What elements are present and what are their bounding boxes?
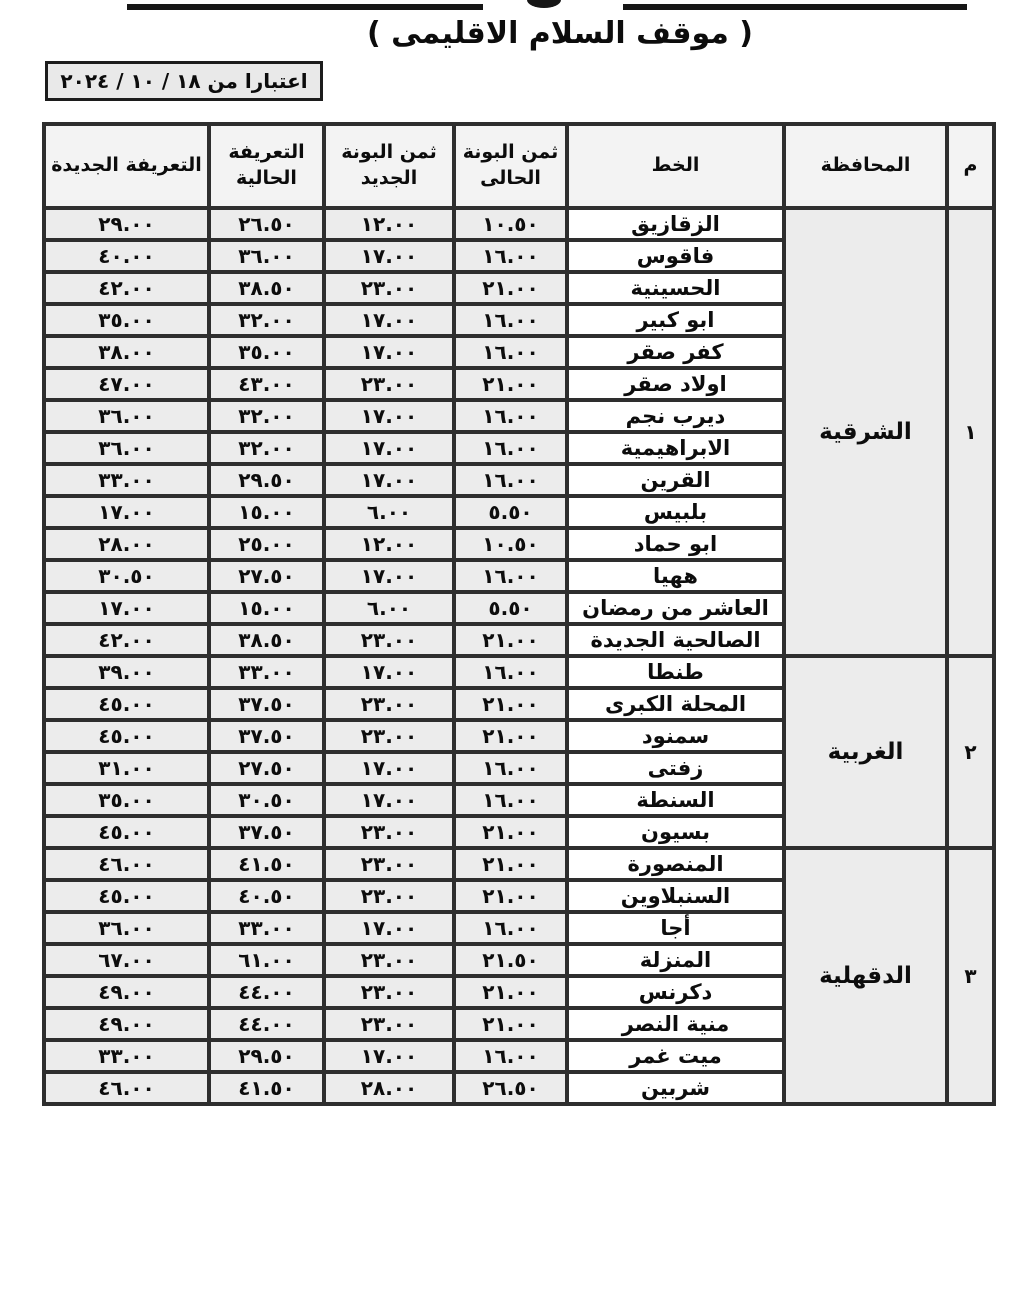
tariff-current-cell: ٣٣.٠٠	[209, 912, 324, 944]
coupon-new-cell: ١٧.٠٠	[324, 336, 454, 368]
tariff-current-cell: ٤٤.٠٠	[209, 1008, 324, 1040]
tariff-current-cell: ٣٧.٥٠	[209, 720, 324, 752]
serial-cell: ١	[947, 208, 994, 656]
line-cell: أجا	[567, 912, 784, 944]
line-cell: المنصورة	[567, 848, 784, 880]
tariff-current-cell: ٢٧.٥٠	[209, 560, 324, 592]
tariff-table-body	[44, 208, 994, 1104]
coupon-current-cell: ٢١.٠٠	[454, 368, 567, 400]
tariff-new-cell: ١٧.٠٠	[44, 592, 209, 624]
coupon-current-cell: ١٦.٠٠	[454, 1040, 567, 1072]
tariff-current-cell: ٤١.٥٠	[209, 1072, 324, 1104]
line-cell: العاشر من رمضان	[567, 592, 784, 624]
tariff-new-cell: ٣٨.٠٠	[44, 336, 209, 368]
tariff-new-cell: ٣٣.٠٠	[44, 1040, 209, 1072]
coupon-new-cell: ١٧.٠٠	[324, 656, 454, 688]
tariff-current-cell: ٢٩.٥٠	[209, 1040, 324, 1072]
line-cell: السنبلاوين	[567, 880, 784, 912]
coupon-current-cell: ٢١.٠٠	[454, 720, 567, 752]
coupon-current-cell: ٢٦.٥٠	[454, 1072, 567, 1104]
tariff-new-cell: ٤٦.٠٠	[44, 848, 209, 880]
tariff-new-cell: ٤٢.٠٠	[44, 624, 209, 656]
coupon-current-cell: ٢١.٠٠	[454, 848, 567, 880]
coupon-new-cell: ٢٣.٠٠	[324, 1008, 454, 1040]
line-cell: بسيون	[567, 816, 784, 848]
tariff-current-cell: ٢٩.٥٠	[209, 464, 324, 496]
coupon-current-cell: ١٦.٠٠	[454, 464, 567, 496]
coupon-new-cell: ٢٣.٠٠	[324, 720, 454, 752]
effective-date-box	[45, 61, 323, 101]
coupon-new-cell: ١٧.٠٠	[324, 752, 454, 784]
coupon-new-cell: ٢٣.٠٠	[324, 368, 454, 400]
tariff-table	[42, 122, 996, 1106]
tariff-new-cell: ٤٧.٠٠	[44, 368, 209, 400]
tariff-new-cell: ٤٩.٠٠	[44, 976, 209, 1008]
tariff-current-cell: ٣٢.٠٠	[209, 304, 324, 336]
line-cell: ابو حماد	[567, 528, 784, 560]
tariff-current-cell: ٢٧.٥٠	[209, 752, 324, 784]
coupon-new-cell: ١٢.٠٠	[324, 528, 454, 560]
coupon-current-cell: ١٦.٠٠	[454, 912, 567, 944]
line-cell: الابراهيمية	[567, 432, 784, 464]
tariff-new-cell: ٣٣.٠٠	[44, 464, 209, 496]
tariff-current-cell: ٤٠.٥٠	[209, 880, 324, 912]
tariff-new-cell: ٤٥.٠٠	[44, 720, 209, 752]
tariff-new-cell: ٤٩.٠٠	[44, 1008, 209, 1040]
tariff-new-cell: ٤٢.٠٠	[44, 272, 209, 304]
line-cell: ههيا	[567, 560, 784, 592]
tariff-current-cell: ٣٥.٠٠	[209, 336, 324, 368]
tariff-current-cell: ٦١.٠٠	[209, 944, 324, 976]
tariff-current-cell: ٢٥.٠٠	[209, 528, 324, 560]
line-cell: زفتى	[567, 752, 784, 784]
letterhead-logo-partial	[527, 0, 561, 8]
tariff-new-cell: ٣٩.٠٠	[44, 656, 209, 688]
line-cell: ابو كبير	[567, 304, 784, 336]
col-header-serial: م	[947, 124, 994, 208]
page-title: ( موقف السلام الاقليمى )	[366, 16, 753, 51]
coupon-new-cell: ٢٣.٠٠	[324, 688, 454, 720]
serial-cell: ٣	[947, 848, 994, 1104]
line-cell: السنطة	[567, 784, 784, 816]
serial-cell: ٢	[947, 656, 994, 848]
coupon-new-cell: ٢٣.٠٠	[324, 944, 454, 976]
tariff-current-cell: ٣٨.٥٠	[209, 624, 324, 656]
coupon-new-cell: ١٧.٠٠	[324, 912, 454, 944]
table-row	[44, 848, 994, 880]
line-cell: فاقوس	[567, 240, 784, 272]
coupon-new-cell: ٢٣.٠٠	[324, 624, 454, 656]
coupon-new-cell: ١٧.٠٠	[324, 400, 454, 432]
coupon-new-cell: ٦.٠٠	[324, 496, 454, 528]
line-cell: اولاد صقر	[567, 368, 784, 400]
line-cell: سمنود	[567, 720, 784, 752]
tariff-current-cell: ٣٣.٠٠	[209, 656, 324, 688]
line-cell: دكرنس	[567, 976, 784, 1008]
line-cell: بلبيس	[567, 496, 784, 528]
coupon-current-cell: ٢١.٠٠	[454, 816, 567, 848]
letterhead-rule-left	[127, 4, 483, 10]
coupon-current-cell: ١٠.٥٠	[454, 528, 567, 560]
coupon-current-cell: ٥.٥٠	[454, 592, 567, 624]
col-header-tariff-new: التعريفة الجديدة	[44, 124, 209, 208]
coupon-current-cell: ١٦.٠٠	[454, 240, 567, 272]
line-cell: ميت غمر	[567, 1040, 784, 1072]
tariff-current-cell: ٣٢.٠٠	[209, 432, 324, 464]
coupon-current-cell: ٢١.٠٠	[454, 1008, 567, 1040]
tariff-new-cell: ١٧.٠٠	[44, 496, 209, 528]
tariff-new-cell: ٤٥.٠٠	[44, 688, 209, 720]
tariff-new-cell: ٣٥.٠٠	[44, 784, 209, 816]
coupon-new-cell: ٦.٠٠	[324, 592, 454, 624]
line-cell: شربين	[567, 1072, 784, 1104]
coupon-current-cell: ١٦.٠٠	[454, 752, 567, 784]
coupon-current-cell: ١٦.٠٠	[454, 400, 567, 432]
tariff-new-cell: ٣٠.٥٠	[44, 560, 209, 592]
col-header-governorate: المحافظة	[784, 124, 947, 208]
col-header-tariff-current: التعريفة الحالية	[209, 124, 324, 208]
tariff-new-cell: ٣٦.٠٠	[44, 432, 209, 464]
coupon-new-cell: ٢٨.٠٠	[324, 1072, 454, 1104]
coupon-new-cell: ٢٣.٠٠	[324, 848, 454, 880]
tariff-new-cell: ٤٥.٠٠	[44, 880, 209, 912]
coupon-current-cell: ١٠.٥٠	[454, 208, 567, 240]
coupon-current-cell: ١٦.٠٠	[454, 656, 567, 688]
table-row	[44, 656, 994, 688]
header-row	[44, 124, 994, 208]
tariff-new-cell: ٤٥.٠٠	[44, 816, 209, 848]
tariff-current-cell: ٣٠.٥٠	[209, 784, 324, 816]
tariff-new-cell: ٢٩.٠٠	[44, 208, 209, 240]
coupon-current-cell: ١٦.٠٠	[454, 336, 567, 368]
tariff-new-cell: ٤٠.٠٠	[44, 240, 209, 272]
coupon-new-cell: ٢٣.٠٠	[324, 272, 454, 304]
tariff-current-cell: ٣٨.٥٠	[209, 272, 324, 304]
line-cell: المنزلة	[567, 944, 784, 976]
tariff-new-cell: ٣٦.٠٠	[44, 912, 209, 944]
line-cell: كفر صقر	[567, 336, 784, 368]
coupon-current-cell: ٢١.٠٠	[454, 624, 567, 656]
tariff-current-cell: ٣٦.٠٠	[209, 240, 324, 272]
line-cell: الزقازيق	[567, 208, 784, 240]
coupon-new-cell: ٢٣.٠٠	[324, 816, 454, 848]
coupon-new-cell: ٢٣.٠٠	[324, 976, 454, 1008]
coupon-current-cell: ١٦.٠٠	[454, 304, 567, 336]
tariff-current-cell: ٤٣.٠٠	[209, 368, 324, 400]
coupon-current-cell: ٢١.٠٠	[454, 272, 567, 304]
letterhead-rule-right	[623, 4, 967, 10]
governorate-cell: الدقهلية	[784, 848, 947, 1104]
tariff-current-cell: ٤١.٥٠	[209, 848, 324, 880]
tariff-new-cell: ٣٥.٠٠	[44, 304, 209, 336]
line-cell: ديرب نجم	[567, 400, 784, 432]
coupon-current-cell: ١٦.٠٠	[454, 784, 567, 816]
tariff-current-cell: ٣٧.٥٠	[209, 688, 324, 720]
coupon-new-cell: ١٧.٠٠	[324, 432, 454, 464]
coupon-current-cell: ١٦.٠٠	[454, 432, 567, 464]
line-cell: الحسينية	[567, 272, 784, 304]
tariff-current-cell: ٣٢.٠٠	[209, 400, 324, 432]
coupon-new-cell: ١٧.٠٠	[324, 240, 454, 272]
coupon-new-cell: ١٧.٠٠	[324, 1040, 454, 1072]
coupon-current-cell: ٢١.٠٠	[454, 688, 567, 720]
col-header-coupon-current: ثمن البونة الحالى	[454, 124, 567, 208]
col-header-coupon-new: ثمن البونة الجديد	[324, 124, 454, 208]
line-cell: المحلة الكبرى	[567, 688, 784, 720]
tariff-new-cell: ٦٧.٠٠	[44, 944, 209, 976]
line-cell: القرين	[567, 464, 784, 496]
tariff-current-cell: ١٥.٠٠	[209, 592, 324, 624]
coupon-new-cell: ١٧.٠٠	[324, 560, 454, 592]
tariff-new-cell: ٣٦.٠٠	[44, 400, 209, 432]
coupon-new-cell: ١٧.٠٠	[324, 784, 454, 816]
coupon-current-cell: ٢١.٥٠	[454, 944, 567, 976]
tariff-current-cell: ٤٤.٠٠	[209, 976, 324, 1008]
coupon-new-cell: ١٢.٠٠	[324, 208, 454, 240]
tariff-new-cell: ٤٦.٠٠	[44, 1072, 209, 1104]
coupon-new-cell: ١٧.٠٠	[324, 464, 454, 496]
tariff-current-cell: ٣٧.٥٠	[209, 816, 324, 848]
tariff-new-cell: ٣١.٠٠	[44, 752, 209, 784]
coupon-current-cell: ١٦.٠٠	[454, 560, 567, 592]
tariff-new-cell: ٢٨.٠٠	[44, 528, 209, 560]
col-header-line: الخط	[567, 124, 784, 208]
table-row	[44, 208, 994, 240]
tariff-current-cell: ١٥.٠٠	[209, 496, 324, 528]
line-cell: منية النصر	[567, 1008, 784, 1040]
coupon-current-cell: ٥.٥٠	[454, 496, 567, 528]
effective-date-text: اعتبارا من ١٨ / ١٠ / ٢٠٢٤	[60, 69, 308, 93]
governorate-cell: الغربية	[784, 656, 947, 848]
line-cell: الصالحية الجديدة	[567, 624, 784, 656]
governorate-cell: الشرقية	[784, 208, 947, 656]
coupon-new-cell: ١٧.٠٠	[324, 304, 454, 336]
coupon-current-cell: ٢١.٠٠	[454, 976, 567, 1008]
tariff-current-cell: ٢٦.٥٠	[209, 208, 324, 240]
coupon-new-cell: ٢٣.٠٠	[324, 880, 454, 912]
coupon-current-cell: ٢١.٠٠	[454, 880, 567, 912]
line-cell: طنطا	[567, 656, 784, 688]
